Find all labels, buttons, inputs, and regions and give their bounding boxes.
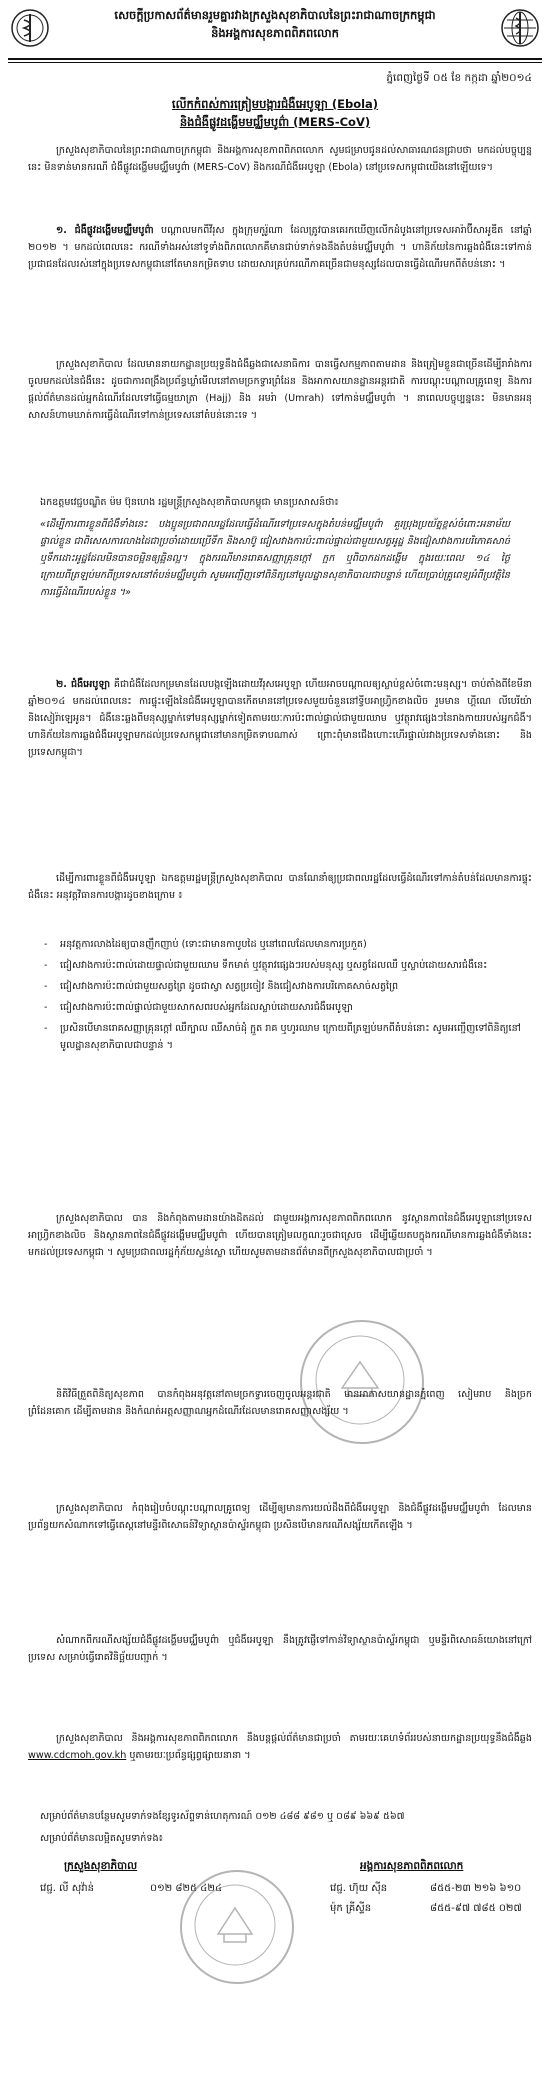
- official-stamp-bottom: [180, 1870, 294, 1984]
- section2-heading: ២. ជំងឺអេបូឡា: [56, 679, 111, 690]
- training-paragraph: ក្រសួងសុខាភិបាល កំពុងរៀបចំបណ្ដុះបណ្ដាលគ្រូពេទ្យ ដើម្បីឲ្យមានការយល់ដឹងពីជំងឺអេបូឡា និងជំងឺផ្លូវដង្ហើមមជ្ឈឹមបូព៌ា ដែលមានប្រព័ន្ធយកសំណាកទៅធ្វើតេស្តនៅមន្ទីរពិសោធន៍វិទ្យាស្ថានប៉ាស្ទ័រកម្ពុជា ប្រសិនបើមានករណីសង្ស័យកើតឡើង ។: [28, 1503, 532, 1531]
- contact-org-who: អង្គការសុខភាពពិភពលោក: [360, 1860, 464, 1872]
- header: [0, 0, 550, 60]
- contact-note: សម្រាប់ព័ត៌មានលម្អិតសូមទាក់ទង៖: [40, 1833, 163, 1844]
- section2-paragraph: [28, 676, 532, 856]
- section1-body: បណ្ដាលមកពីវីរុស ក្នុងក្រុមកូរ៉ូណា ដែលត្រូវបានគេរកឃើញលើកដំបូងនៅប្រទេសអារ៉ាប៊ីសាអូឌីត នៅឆ្នាំ ២០១២ ។ មកដល់ពេលនេះ ករណីទាំងអស់នៅទូទាំងពិភពលោកគឺមានជាប់ទាក់ទងនឹងតំបន់មជ្ឈឹមបូព៌ា ។ ហានិភ័យនៃការឆ្លងជំងឺនេះទៅកាន់ប្រជាជនដែលរស់នៅក្នុងប្រទេសកម្ពុជានៅតែមានកម្រិតទាប ដោយសារគ្រប់ករណីភាគច្រើនជាមនុស្សដែលបានធ្វើដំណើរមកពីតំបន់នោះ ។: [28, 225, 532, 270]
- minister-intro: ឯកឧត្តមវេជ្ជបណ្ឌិត ម៉ម ប៊ុនហេង រដ្ឋមន្ត្រីក្រសួងសុខាភិបាលកម្ពុជា មានប្រសាសន៍ថា៖: [40, 497, 339, 508]
- minister-quote: «ដើម្បីការពារខ្លួនពីជំងឺទាំងនេះ បងប្អូនប្រជាពលរដ្ឋដែលធ្វើដំណើរទៅប្រទេសក្នុងតំបន់មជ្ឈឹមបូព៌ា គួរប្រុងប្រយ័ត្នខ្ពស់ចំពោះអនាម័យផ្ទាល់ខ្លួន ជាពិសេសការលាងដៃជាប្រចាំដោយប្រើទឹក និងសាប៊ូ ជៀសវាងការប៉ះពាល់ផ្ទាល់ជាមួយសត្វអូដ្ឋ និងជៀសវាងការបរិភោគសាច់ ឬទឹកដោះអូដ្ឋដែលមិនបានចម្អិនឲ្យឆ្អិនល្អ។ ក្នុងករណីមានរោគសញ្ញាគ្រុនក្ដៅ ក្អក ឬពិបាកដកដង្ហើម ក្នុងរយៈពេល ១៤ ថ្ងៃ ក្រោយពីត្រឡប់មកពីប្រទេសនៅតំបន់មជ្ឈឹមបូព៌ា សូមអញ្ជើញទៅពិនិត្យនៅមូលដ្ឋានសុខាភិបាលជាបន្ទាន់ ហើយប្រាប់គ្រូពេទ្យអំពីប្រវត្តិនៃការធ្វើដំណើររបស់ខ្លួន ។»: [40, 519, 510, 598]
- sample-paragraph: សំណាកពីករណីសង្ស័យជំងឺផ្លូវដង្ហើមមជ្ឈឹមបូព៌ា ឬជំងឺអេបូឡា នឹងត្រូវផ្ញើទៅកាន់វិទ្យាស្ថានប៉ាស្ទ័រកម្ពុជា ឬមន្ទីរពិសោធន៍យោងនៅក្រៅប្រទេស សម្រាប់ធ្វើរោគវិនិច្ឆ័យបញ្ជាក់ ។: [28, 1635, 532, 1663]
- title-line1: លើកកំពស់ការត្រៀមបង្ការជំងឺអេបូឡា (Ebola): [171, 97, 379, 111]
- header-divider-thin: [8, 62, 542, 63]
- prevention-list: [44, 936, 524, 1058]
- list-item: - ជៀសវាងការប៉ះពាល់ដោយផ្ទាល់ជាមួយឈាម ទឹកមាត់ ឬវត្ថុរាវផ្សេងៗរបស់មនុស្ស ឬសត្វដែលឈឺ ឬស្លាប់ដោយសារជំងឺនេះ: [44, 957, 524, 974]
- info-text: ក្រសួងសុខាភិបាល និងអង្គការសុខភាពពិភពលោក នឹងបន្តផ្ដល់ព័ត៌មានជាប្រចាំ តាមរយៈគេហទំព័ររបស់នាយកដ្ឋានប្រយុទ្ធនឹងជំងឺឆ្លង: [56, 1733, 532, 1744]
- title-line2: និងជំងឺផ្លូវដង្ហើមមជ្ឈឹមបូព៌ា (MERS-CoV): [179, 115, 371, 129]
- hotline-text: សម្រាប់ព័ត៌មានបន្ថែមសូមទាក់ទងខ្សែទូរស័ព្ទទាន់ហេតុការណ៍ ០១២ ៤៨៨ ៩៨១ ឬ ០៨៩ ៦៦៩ ៥៦៧: [40, 1811, 405, 1822]
- info-paragraph: [28, 1730, 532, 1796]
- list-item: - ជៀសវាងការប៉ះពាល់ជាមួយសត្វព្រៃ ដូចជាស្វា សត្វប្រចៀវ និងជៀសវាងការបរិភោគសាច់សត្វព្រៃ: [44, 978, 524, 995]
- contact-name-who-2: ម៉ុក គ្រីស្ទីន: [330, 1903, 372, 1914]
- contact-phone-moh: ០១២ ៨២៥ ៤២៤: [150, 1883, 223, 1894]
- section1-paragraph: [28, 222, 532, 342]
- prevention-intro: ដើម្បីការពារខ្លួនពីជំងឺអេបូឡា ឯកឧត្តមរដ្ឋមន្ត្រីក្រសួងសុខាភិបាល បានណែនាំឲ្យប្រជាពលរដ្ឋដែលធ្វើដំណើរទៅកាន់តំបន់ដែលមានការផ្ទុះជំងឺនេះ អនុវត្តវិធានការបង្ការដូចខាងក្រោម ៖: [28, 873, 532, 901]
- list-item: - ជៀសវាងការប៉ះពាល់ផ្ទាល់ជាមួយសាកសពរបស់អ្នកដែលស្លាប់ដោយសារជំងឺអេបូឡា: [44, 999, 524, 1016]
- contact-name-moh: វេជ្ជ. លី សុវ៉ាន់: [40, 1883, 94, 1894]
- monitoring-paragraph: ក្រសួងសុខាភិបាល បាន និងកំពុងតាមដានយ៉ាងដិតដល់ ជាមួយអង្គការសុខភាពពិភពលោក នូវស្ថានភាពនៃជំងឺអេបូឡានៅប្រទេសអាហ្វ្រិកខាងលិច និងស្ថានភាពនៃជំងឺផ្លូវដង្ហើមមជ្ឈឹមបូព៌ា ហើយបានត្រៀមលក្ខណៈរួចជាស្រេច ដើម្បីឆ្លើយតបក្នុងករណីមានការឆ្លងជំងឺទាំងនេះមកដល់ប្រទេសកម្ពុជា ។ សូមប្រជាពលរដ្ឋកុំភ័យស្លន់ស្លោ ហើយសូមតាមដានព័ត៌មានពីក្រសួងសុខាភិបាលជាប្រចាំ ។: [28, 1213, 532, 1258]
- info-tail: ឬតាមរយៈប្រព័ន្ធផ្សព្វផ្សាយនានា ។: [129, 1750, 251, 1761]
- header-title-line1: សេចក្ដីប្រកាសព័ត៌មានរួមគ្នារវាងក្រសួងសុខាភិបាលនៃព្រះរាជាណាចក្រកម្ពុជា: [114, 8, 436, 22]
- who-emblem-icon: [500, 6, 540, 50]
- section1-heading: ១. ជំងឺផ្លូវដង្ហើមមជ្ឈឹមបូព៌ា: [56, 225, 154, 236]
- contact-phone-who: ៨៥៥-២៣ ២១៦ ៦១០: [430, 1883, 522, 1894]
- contact-phone-who-2: ៨៥៥-៩៧ ៧៨៥ ០២៧: [430, 1903, 522, 1914]
- surveillance-paragraph: ក្រសួងសុខាភិបាល ដែលមាននាយកដ្ឋានប្រយុទ្ធនឹងជំងឺឆ្លងជាសេនាធិការ បានធ្វើសកម្មភាពតាមដាន និងត្រៀមខ្លួនជាច្រើនដើម្បីរារាំងការចូលមកដល់នៃជំងឺនេះ ដូចជាការពង្រឹងប្រព័ន្ធឃ្លាំមើលនៅតាមច្រកទ្វារព្រំដែន និងអាកាសយានដ្ឋានអន្តរជាតិ ការបណ្ដុះបណ្ដាលគ្រូពេទ្យ និងការផ្ដល់ព័ត៌មានដល់អ្នកដំណើរដែលទៅធ្វើធម្មយាត្រា (Hajj) និង អមរ៉ា (Umrah) ទៅកាន់មជ្ឈឹមបូព៌ា ។ នាពេលបច្ចុប្បន្ននេះ មិនមានអនុសាសន៍ហាមឃាត់ការធ្វើដំណើរទៅកាន់ប្រទេសនៅតំបន់នោះទេ ។: [28, 359, 532, 421]
- list-item: - ប្រសិនបើមានរោគសញ្ញាគ្រុនក្ដៅ ឈឺក្បាល ឈឺសាច់ដុំ ក្អួត រាគ ឬហូរឈាម ក្រោយពីត្រឡប់មកពីតំបន់នោះ សូមអញ្ជើញទៅពិនិត្យនៅមូលដ្ឋានសុខាភិបាលជាបន្ទាន់ ។: [44, 1020, 524, 1054]
- contact-org-moh: ក្រសួងសុខាភិបាល: [64, 1860, 138, 1872]
- release-date: ភ្នំពេញថ្ងៃទី ០៥ ខែ កក្កដា ឆ្នាំ២០១៤: [386, 72, 532, 84]
- ministry-of-health-emblem-icon: [10, 6, 50, 50]
- contact-name-who: វេជ្ជ. ហ៊ុយ ស៊ីន: [330, 1883, 388, 1894]
- website-link[interactable]: www.cdcmoh.gov.kh: [28, 1750, 127, 1761]
- header-title-line2: និងអង្គការសុខភាពពិភពលោក: [211, 26, 339, 40]
- list-item: - អនុវត្តការលាងដៃឲ្យបានញឹកញាប់ (ទោះជាមានកាបូបដៃ ឬនៅពេលដែលមានការប្រកួត): [44, 936, 524, 953]
- header-divider: [8, 58, 542, 60]
- screening-paragraph: និតិវិធីត្រួតពិនិត្យសុខភាព បានកំពុងអនុវត្តនៅតាមច្រកទ្វារចេញចូលអន្តរជាតិ មានអាកាសយានដ្ឋានភ្នំពេញ សៀមរាប និងច្រកព្រំដែនគោក ដើម្បីតាមដាន និងកំណត់អត្តសញ្ញាណអ្នកដំណើរដែលមានរោគសញ្ញាសង្ស័យ ។: [28, 1389, 532, 1417]
- section2-body: គឺជាជំងឺដែលកម្រមានដែលបង្កឡើងដោយវីរុសអេបូឡា ហើយអាចបណ្ដាលឲ្យស្លាប់ខ្ពស់ចំពោះមនុស្ស។ ចាប់តាំងពីខែមីនា ឆ្នាំ២០១៤ មកដល់ពេលនេះ ការផ្ទុះឡើងនៃជំងឺអេបូឡាបានកើតមាននៅប្រទេសមួយចំនួននៅទ្វីបអាហ្វ្រិកខាងលិច រួមមាន ហ្គីណេ លីបេរីយ៉ា និងសៀរ៉ាឡេអូន។ ជំងឺនេះឆ្លងពីមនុស្សម្នាក់ទៅមនុស្សម្នាក់ទៀតតាមរយៈការប៉ះពាល់ផ្ទាល់ជាមួយឈាម ឬវត្ថុរាវផ្សេងៗនៃរាងកាយរបស់អ្នកជំងឺ។ ហានិភ័យនៃការឆ្លងជំងឺអេបូឡាមកដល់ប្រទេសកម្ពុជានៅមានកម្រិតទាបណាស់ ព្រោះពុំមានជើងហោះហើរផ្ទាល់រវាងប្រទេសទាំងនោះ និងប្រទេសកម្ពុជា។: [28, 679, 532, 758]
- intro-paragraph: ក្រសួងសុខាភិបាលនៃព្រះរាជាណាចក្រកម្ពុជា និងអង្គការសុខភាពពិភពលោក សូមជម្រាបជូនដល់សាធារណជនជ្រាបថា មកដល់បច្ចុប្បន្ននេះ មិនទាន់មានករណី ជំងឺផ្លូវដង្ហើមមជ្ឈឹមបូព៌ា (MERS-CoV) និងករណីជំងឺអេបូឡា (Ebola) នៅប្រទេសកម្ពុជាយើងនៅឡើយទេ។: [28, 145, 532, 173]
